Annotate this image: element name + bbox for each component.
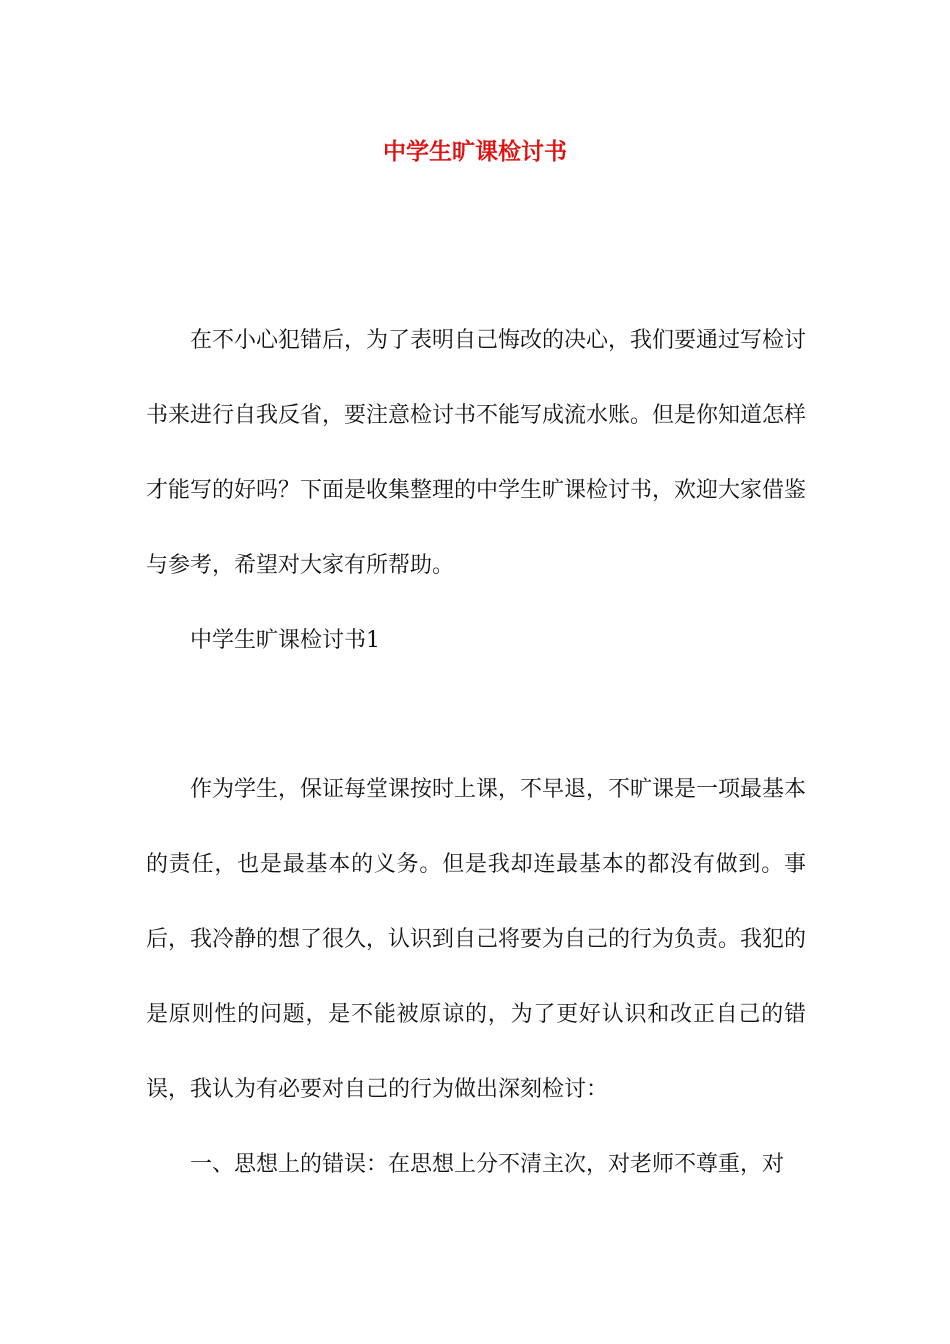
body-paragraph-point-1: 一、思想上的错误：在思想上分不清主次，对老师不尊重，对 <box>190 1152 785 1177</box>
document-title: 中学生旷课检讨书 <box>383 138 567 165</box>
section-heading: 中学生旷课检讨书1 <box>190 628 380 653</box>
body-paragraph: 作为学生，保证每堂课按时上课，不早退，不旷课是一项最基本的责任，也是最基本的义务。但是我却连最基本的都没有做到。事后，我冷静的想了很久，认识到自己将要为自己的行为负责。我犯的是原则性的问题，是不能被原谅的，为了更好认识和改正自己的错误，我认为有必要对自己的行为做出深刻检讨： <box>146 777 807 1102</box>
intro-paragraph: 在不小心犯错后，为了表明自己悔改的决心，我们要通过写检讨书来进行自我反省，要注意检讨书不能写成流水账。但是你知道怎样才能写的好吗？下面是收集整理的中学生旷课检讨书，欢迎大家借鉴与参考，希望对大家有所帮助。 <box>146 328 807 578</box>
